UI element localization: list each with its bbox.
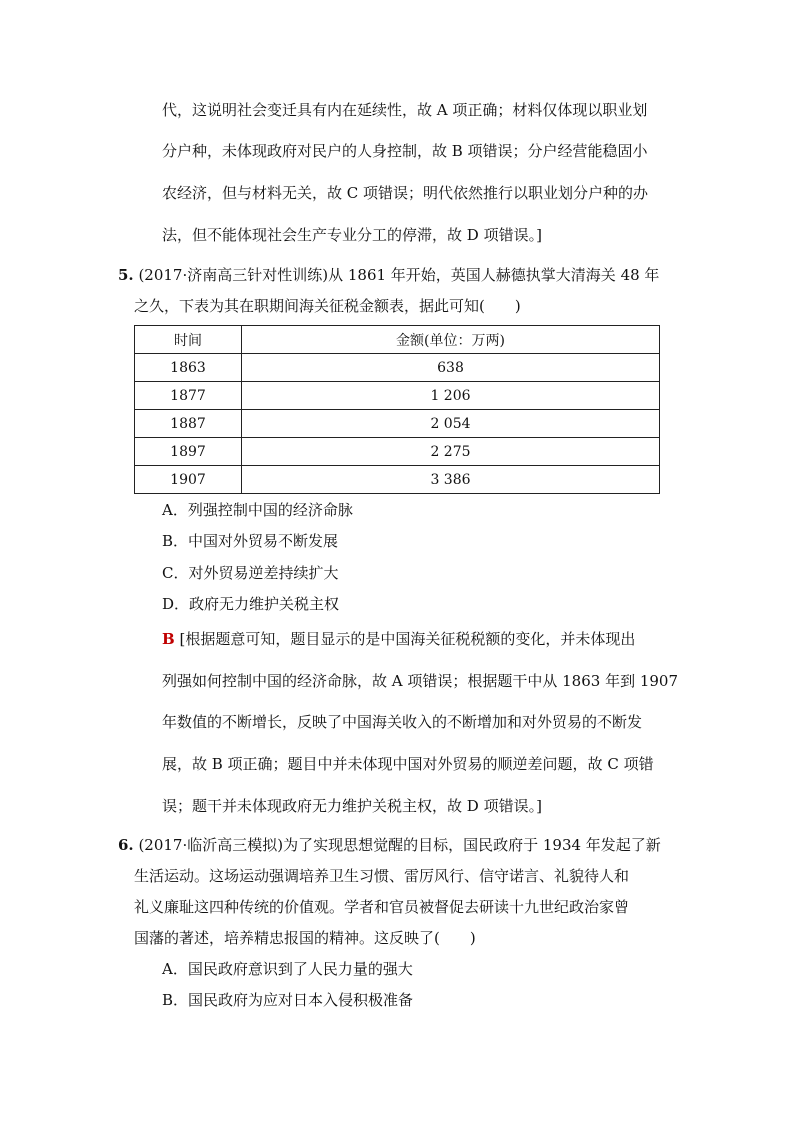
question-5-number: 5. [118, 266, 134, 284]
question-6-stem-line-4: 国藩的著述，培养精忠报国的精神。这反映了( ) [134, 929, 476, 947]
question-6-option-b: B．国民政府为应对日本入侵积极准备 [162, 991, 414, 1009]
question-6-stem-text-1: (2017·临沂高三模拟)为了实现思想觉醒的目标，国民政府于 1934 年发起了新 [138, 836, 661, 854]
q4-explanation-line-4: 法，但不能体现社会生产专业分工的停滞，故 D 项错误。] [162, 226, 542, 244]
question-5-stem-text-1: (2017·济南高三针对性训练)从 1861 年开始，英国人赫德执掌大清海关 48 年 [138, 266, 660, 284]
table-cell-year: 1887 [135, 410, 242, 438]
question-5-stem-line-1 [118, 265, 659, 285]
table-row [135, 382, 660, 410]
question-5-option-a: A．列强控制中国的经济命脉 [162, 501, 353, 519]
question-6-number: 6. [118, 836, 134, 854]
table-row [135, 354, 660, 382]
question-5-answer: B [162, 630, 175, 648]
table-row [135, 410, 660, 438]
table-header-row [135, 326, 660, 354]
table-row [135, 466, 660, 494]
q4-explanation-line-1: 代，这说明社会变迁具有内在延续性，故 A 项正确；材料仅体现以职业划 [162, 101, 648, 119]
customs-tax-table [134, 325, 660, 494]
question-5-option-d: D．政府无力维护关税主权 [162, 595, 340, 613]
question-5-option-b: B．中国对外贸易不断发展 [162, 532, 339, 550]
question-6-stem-line-3: 礼义廉耻这四种传统的价值观。学者和官员被督促去研读十九世纪政治家曾 [134, 898, 630, 916]
q4-explanation-line-3: 农经济，但与材料无关，故 C 项错误；明代依然推行以职业划分户种的办 [162, 184, 649, 202]
question-5-explanation-line-1 [162, 629, 635, 649]
question-5-stem-line-2: 之久，下表为其在职期间海关征税金额表，据此可知( ) [134, 297, 521, 315]
table-cell-amount: 638 [242, 354, 660, 382]
table-cell-amount: 1 206 [242, 382, 660, 410]
table-header-amount: 金额(单位：万两) [242, 326, 660, 354]
q4-explanation-line-2: 分户种，未体现政府对民户的人身控制，故 B 项错误；分户经营能稳固小 [162, 142, 648, 160]
question-5-explanation-line-2: 列强如何控制中国的经济命脉，故 A 项错误；根据题干中从 1863 年到 1907 [162, 672, 679, 690]
question-5-explanation-text-1: [根据题意可知，题目显示的是中国海关征税税额的变化，并未体现出 [179, 630, 636, 648]
question-5-explanation-line-4: 展，故 B 项正确；题目中并未体现中国对外贸易的顺逆差问题，故 C 项错 [162, 755, 654, 773]
table-cell-year: 1907 [135, 466, 242, 494]
question-5-explanation-line-3: 年数值的不断增长，反映了中国海关收入的不断增加和对外贸易的不断发 [162, 713, 643, 731]
question-6-option-a: A．国民政府意识到了人民力量的强大 [162, 960, 413, 978]
question-6-stem-line-1 [118, 835, 661, 855]
table-cell-year: 1877 [135, 382, 242, 410]
table-header-time: 时间 [135, 326, 242, 354]
table-cell-amount: 2 275 [242, 438, 660, 466]
question-6-stem-line-2: 生活运动。这场运动强调培养卫生习惯、雷厉风行、信守诺言、礼貌待人和 [134, 867, 630, 885]
table-row [135, 438, 660, 466]
question-5-option-c: C．对外贸易逆差持续扩大 [162, 564, 339, 582]
table-cell-year: 1863 [135, 354, 242, 382]
table-cell-year: 1897 [135, 438, 242, 466]
question-5-explanation-line-5: 误；题干并未体现政府无力维护关税主权，故 D 项错误。] [162, 797, 542, 815]
table-cell-amount: 2 054 [242, 410, 660, 438]
table-cell-amount: 3 386 [242, 466, 660, 494]
